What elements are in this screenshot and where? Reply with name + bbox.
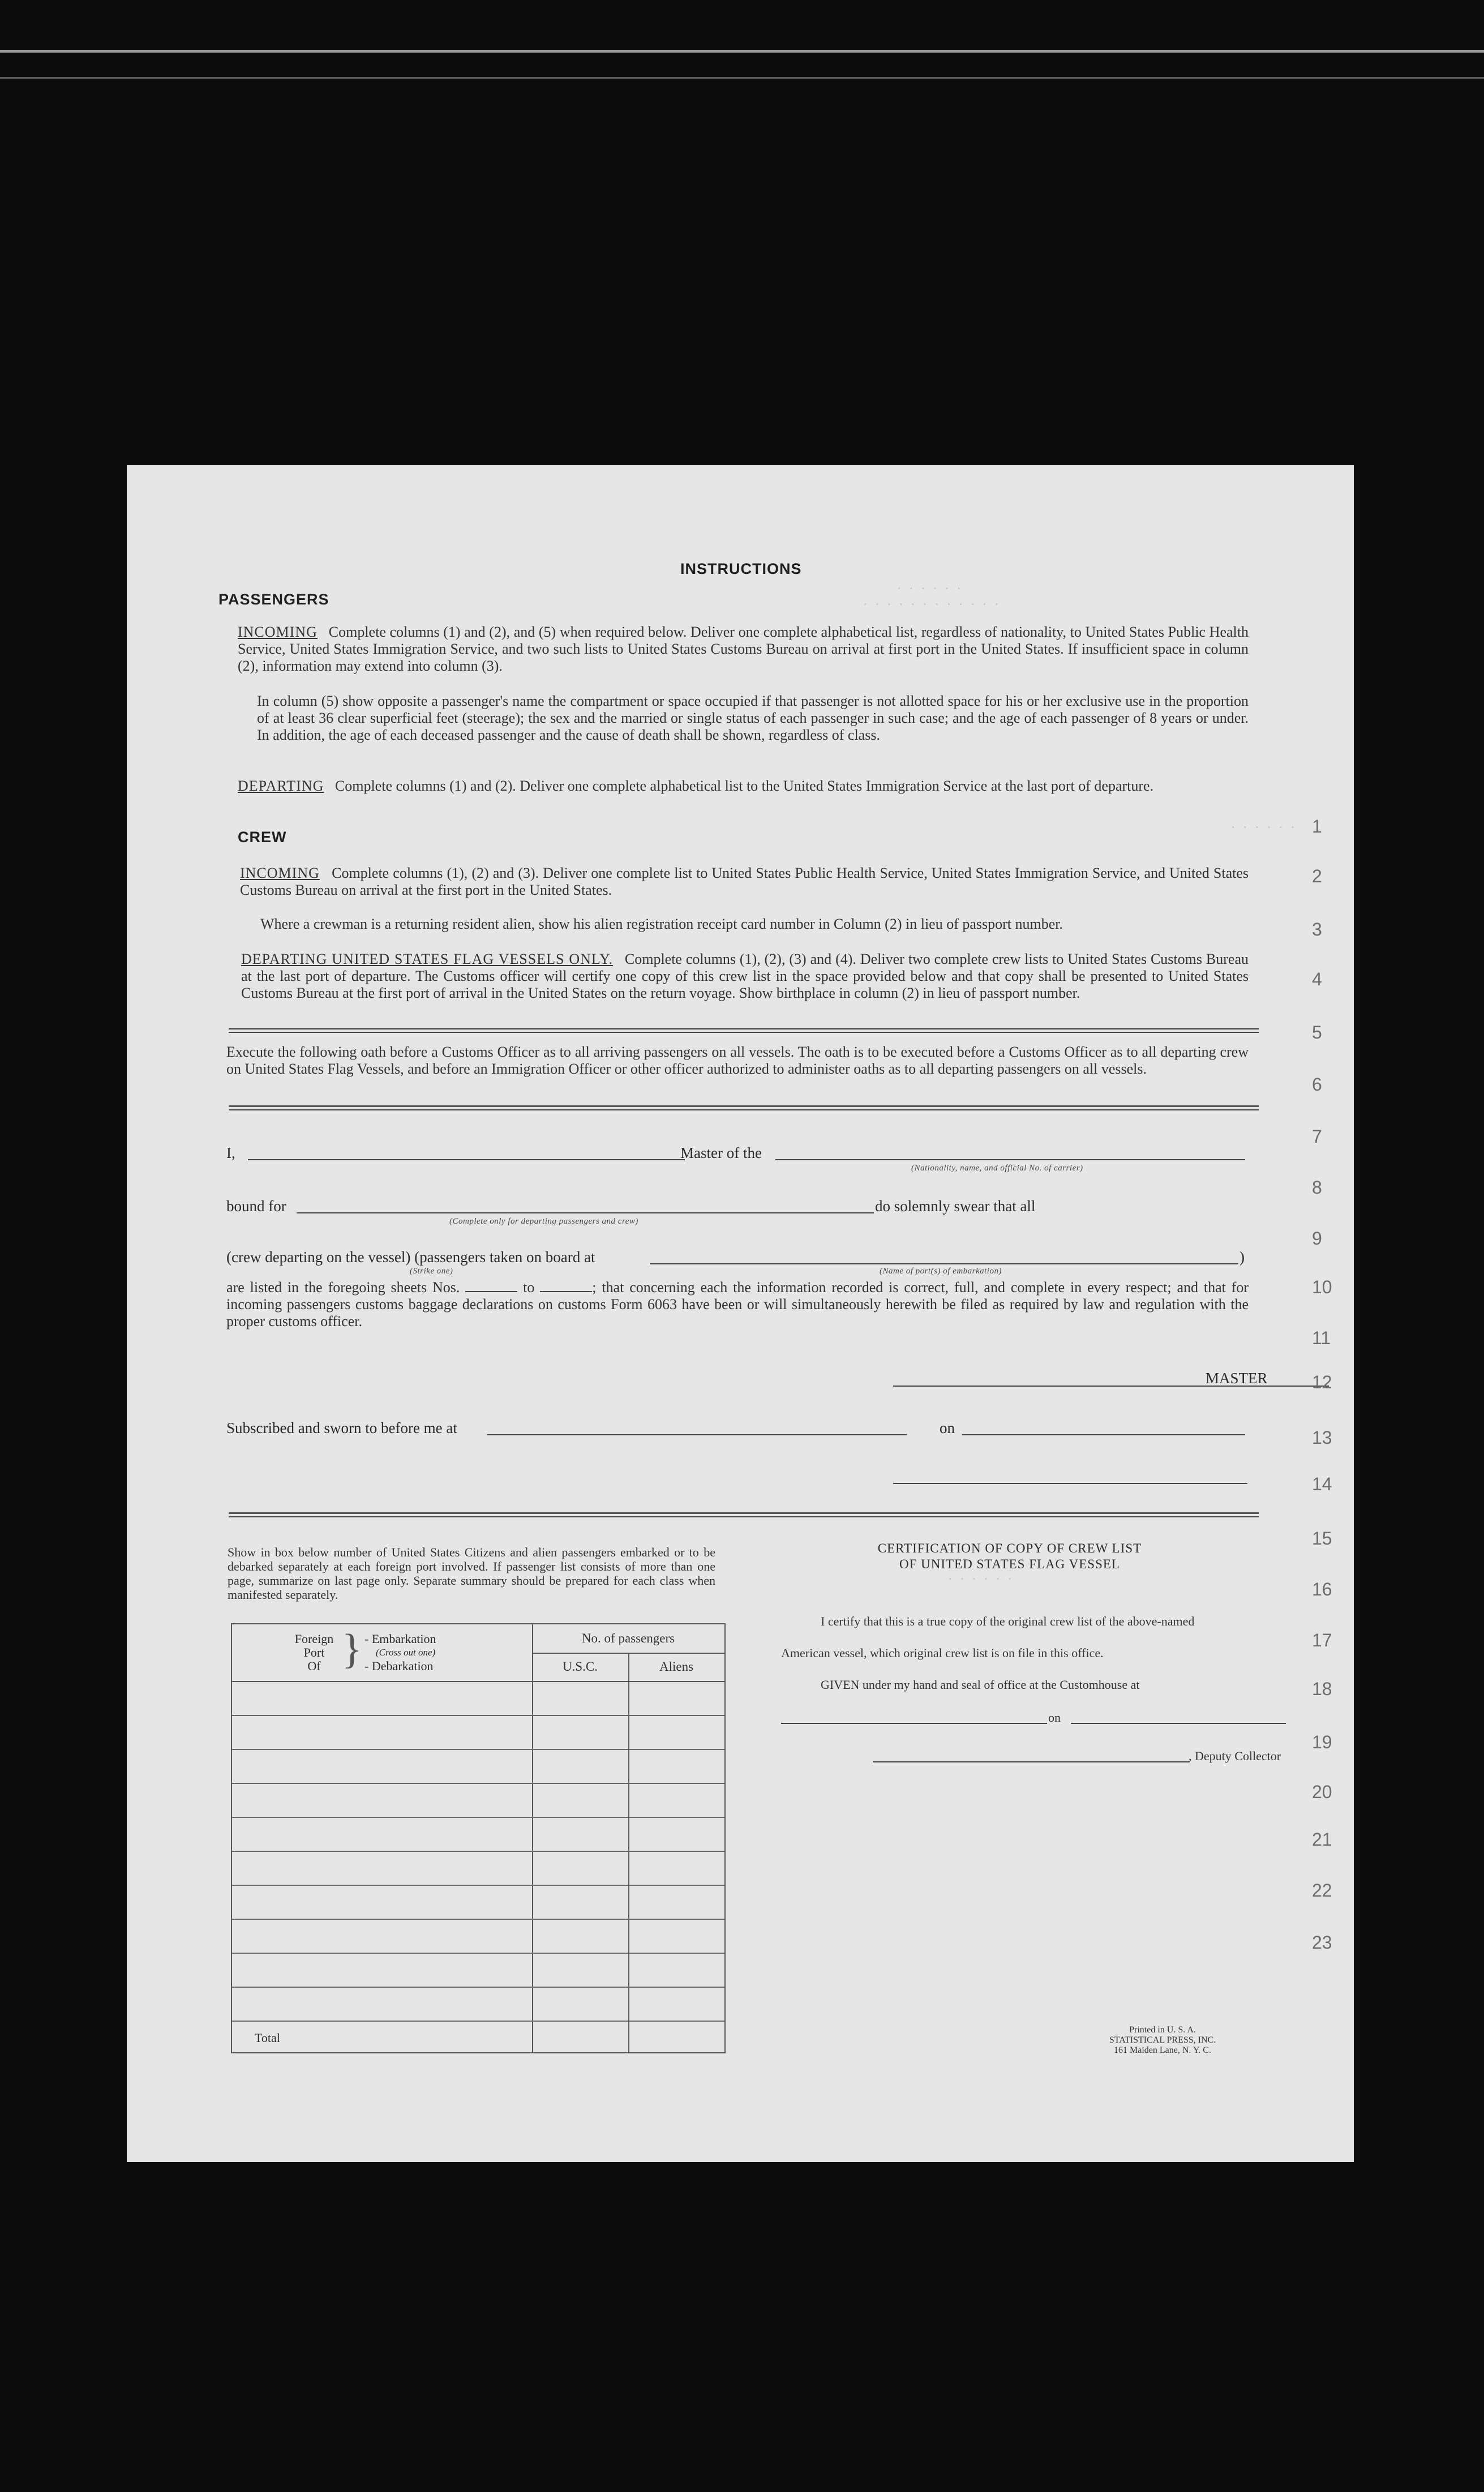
embarkation-ports-field[interactable]	[650, 1263, 1238, 1264]
margin-number: 20	[1312, 1782, 1332, 1802]
incoming-label: INCOMING	[238, 624, 318, 640]
strike-caption: (Strike one)	[410, 1267, 453, 1276]
bound-for-label: bound for	[226, 1198, 286, 1215]
margin-number: 22	[1312, 1880, 1332, 1901]
crew-departing-label: DEPARTING UNITED STATES FLAG VESSELS ONLY.	[241, 951, 614, 967]
printer-imprint: Printed in U. S. A. STATISTICAL PRESS, INC. 161 Maiden Lane, N. Y. C.	[1109, 2025, 1216, 2055]
margin-number: 5	[1312, 1022, 1322, 1043]
sheet-from-field[interactable]	[465, 1281, 517, 1292]
sworn-date-field[interactable]	[962, 1434, 1245, 1435]
summary-instructions: Show in box below number of United States Citizens and alien passengers embarked or to be debarked separately at each foreign port involved. If passenger list consists of more than one page, summarize on last page only. Separate summary should be prepared for each class when manifested separately.	[228, 1545, 715, 1602]
oath-execute-paragraph: Execute the following oath before a Customs Officer as to all arriving passengers on all vessels. The oath is to be executed before a Customs Officer as to all departing crew on United States Flag Vessels, and before an Immigration Officer or other officer authorized to administer oaths as to all departing passengers on all vessels.	[226, 1044, 1249, 1077]
complete-caption: (Complete only for departing passengers and crew)	[449, 1217, 638, 1226]
scan-artifact-line	[0, 50, 1484, 53]
listed-text-2: ; that concerning each the information recorded is correct, full, and complete in every respect; and that for incoming passengers customs baggage declarations on customs Form 6063 have been or will simultaneously herewith be filed as required by law and regulation with the proper customs officer.	[226, 1279, 1249, 1329]
margin-number: 16	[1312, 1579, 1332, 1599]
to-label: to	[523, 1279, 535, 1296]
margin-number: 23	[1312, 1932, 1332, 1953]
divider	[229, 1109, 1259, 1110]
scan-artifact-line	[0, 77, 1484, 79]
crew-incoming-paragraph	[240, 865, 1249, 899]
margin-number: 17	[1312, 1630, 1332, 1650]
embarkation-label: - Embarkation	[364, 1632, 436, 1646]
instructions-title: INSTRUCTIONS	[680, 560, 802, 577]
margin-number: 1	[1312, 816, 1322, 837]
table-row[interactable]	[232, 1953, 724, 1954]
passengers-heading: PASSENGERS	[218, 591, 329, 608]
sheet-to-field[interactable]	[540, 1281, 592, 1292]
ports-caption: (Name of port(s) of embarkation)	[880, 1267, 1002, 1276]
divider	[229, 1105, 1259, 1107]
brace-icon: }	[342, 1626, 362, 1672]
margin-number: 18	[1312, 1679, 1332, 1699]
margin-number: 2	[1312, 866, 1322, 886]
deputy-collector-signature-field[interactable]	[873, 1761, 1190, 1762]
crew-departing-label-line: (crew departing on the vessel) (passengers taken on board at	[226, 1249, 595, 1266]
margin-number: 10	[1312, 1277, 1332, 1297]
departing-text: Complete columns (1) and (2). Deliver one complete alphabetical list to the United States Immigration Service at the last port of departure.	[334, 778, 1154, 794]
divider	[229, 1028, 1259, 1030]
table-row[interactable]	[232, 1817, 724, 1818]
subscribed-label: Subscribed and sworn to before me at	[226, 1419, 457, 1436]
divider	[229, 1516, 1259, 1517]
departing-label: DEPARTING	[238, 778, 324, 794]
margin-number: 3	[1312, 919, 1322, 940]
table-row[interactable]	[232, 1783, 724, 1784]
certify-text: I certify that this is a true copy of the original crew list of the above-named	[821, 1614, 1195, 1628]
subscribed-on-label: on	[940, 1419, 955, 1436]
carrier-field[interactable]	[775, 1159, 1245, 1160]
i-label: I,	[226, 1144, 235, 1161]
document-page: · · · · · · · · · · · · · · · · · · · · · · · · · · · · · · INSTRUCTIONS PASSENGERS INCOMING Complete columns (1) and (2), and (5) when required below. Deliver one complete alphabetical list, regardless of nationality, to United States Public Health Service, United States Immigration Service, and two such lists to United States Customs Bureau on arrival at first port in the United States. If insufficient space in column (2), information may extend into column (3). In column (5) show opposite a passenger's name the compartment or space occupied if that passenger is not allotted space for his or her exclusive use in the proportion of at least 36 clear superficial feet (steerage); the sex and the married or single status of each passenger in such case; and the age of each passenger of 8 years or under. In addition, the age of each deceased passenger and the cause of death shall be shown, regardless of class. DEPARTING Complete columns (1) and (2). Deliver one complete alphabetical list to the United States Immigration Service at the last port of departure. CREW INCOMING Complete columns (1), (2) and (3). Deliver one complete list to United States Public Health Service, United States Immigration Service, and United States Customs Bureau on arrival at the first port in the United States. Where a crewman is a returning resident alien, show his alien registration receipt card number in Column (2) in lieu of passport number. DEPARTING UNITED STATES FLAG VESSELS ONLY. Complete columns (1), (2), (3) and (4). Deliver two complete crew lists to United States Customs Bureau at the last port of departure. The Customs officer will certify one copy of this crew list in the space provided below and that copy shall be presented to United States Customs Bureau at the first port of arrival in the United States on the return voyage. Show birthplace in column (2) in lieu of passport number. Execute the following oath before a Customs Officer as to all arriving passengers on all vessels. The oath is to be executed before a Customs Officer as to all departing crew on United States Flag Vessels, and before an Immigration Officer or other officer authorized to administer oaths as to all departing passengers on all vessels. I, Master of the (Nationality, name, and official No. of carrier) bound for (Complete only for departing passengers and crew) do solemnly swear that all (crew departing on the vessel) (passengers taken on board at (Strike one) ) (Name of port(s) of embarkation) are listed in the foregoing sheets Nos. to ; that concerning each the information recorded is correct, full, and complete in every respect; and that for incoming passengers customs baggage declarations on customs Form 6063 have been or will simultaneously herewith be filed as required by law and regulation with the proper customs officer. MASTER Subscribed and sworn to before me at on Show in box below number of United States Citizens and alien passengers embarked or to be debarked separately at each foreign port involved. If passenger list consists of more than one page, summarize on last page only. Separate summary should be prepared for each class when manifested separately. Foreign Port Of } - Embarkation (Cross out one) - Debarkation No. of passengers U.S.C. Aliens Total CERTIFICATION OF COPY OF CREW LIST OF UNITED STATES FLAG VESSEL I certify that this is a true copy of the original crew list of the above-named American vessel, which original crew list is on file in this office. GIVEN under my hand and seal of office at the Customhouse at on , Deputy Collector Printed in U. S. A. STATISTICAL PRESS, INC. 161 Maiden Lane, N. Y. C.	[127, 465, 1354, 2162]
incoming-text: Complete columns (1) and (2), and (5) when required below. Deliver one complete alphabetical list, regardless of nationality, to United States Public Health Service, United States Immigration Service, and two such lists to United States Customs Bureau on arrival at first port in the United States. If insufficient space in column (2), information may extend into column (3).	[238, 624, 1249, 674]
crew-heading: CREW	[238, 829, 287, 846]
margin-number: 4	[1312, 969, 1322, 989]
master-name-field[interactable]	[248, 1159, 685, 1160]
certification-on-label: on	[1048, 1710, 1061, 1725]
table-row[interactable]	[232, 1919, 724, 1920]
table-row[interactable]	[232, 2021, 724, 2022]
cross-out-caption: (Cross out one)	[376, 1647, 436, 1658]
table-row[interactable]	[232, 1715, 724, 1716]
margin-number: 8	[1312, 1177, 1322, 1198]
crew-resident-paragraph: Where a crewman is a returning resident alien, show his alien registration receipt card number in Column (2) in lieu of passport number.	[260, 916, 1063, 932]
master-label: MASTER	[1206, 1370, 1268, 1387]
master-of-the-label: Master of the	[680, 1144, 762, 1161]
table-row[interactable]	[232, 1987, 724, 1988]
crew-departing-text: Complete columns (1), (2), (3) and (4). Deliver two complete crew lists to United States Customs Bureau at the last port of departure. The Customs officer will certify one copy of this crew list in the space provided below and that copy shall be presented to United States Customs Bureau at the first port of arrival in the United States on the return voyage. Show birthplace in column (2) in lieu of passport number.	[241, 951, 1249, 1001]
crew-incoming-label: INCOMING	[240, 865, 320, 881]
listed-paragraph	[226, 1279, 1249, 1330]
debarkation-label: - Debarkation	[364, 1659, 434, 1673]
nationality-caption: (Nationality, name, and official No. of carrier)	[911, 1164, 1083, 1173]
margin-number: 12	[1312, 1372, 1332, 1392]
certification-title: CERTIFICATION OF COPY OF CREW LIST OF UNITED STATES FLAG VESSEL	[877, 1541, 1142, 1571]
sworn-place-field[interactable]	[487, 1434, 907, 1435]
margin-number: 19	[1312, 1732, 1332, 1752]
margin-number: 15	[1312, 1528, 1332, 1549]
table-row[interactable]	[232, 1885, 724, 1886]
table-row[interactable]	[232, 1851, 724, 1852]
certification-date-field[interactable]	[1071, 1723, 1286, 1724]
swear-label: do solemnly swear that all	[875, 1198, 1036, 1215]
usc-header: U.S.C.	[563, 1659, 598, 1674]
passenger-summary-table	[231, 1623, 726, 2053]
foreign-port-header: Foreign Port Of	[294, 1632, 334, 1673]
crew-departing-paragraph	[241, 951, 1249, 1002]
given-text: GIVEN under my hand and seal of office at the Customhouse at	[821, 1678, 1140, 1692]
table-row[interactable]	[232, 1749, 724, 1750]
divider	[229, 1512, 1259, 1514]
passengers-incoming-paragraph	[238, 624, 1249, 675]
aliens-header: Aliens	[659, 1659, 694, 1674]
margin-number: 21	[1312, 1829, 1332, 1850]
customhouse-field[interactable]	[781, 1723, 1047, 1724]
listed-text: are listed in the foregoing sheets Nos.	[226, 1279, 460, 1296]
no-of-passengers-header: No. of passengers	[581, 1631, 675, 1645]
margin-number: 11	[1312, 1328, 1331, 1348]
passengers-departing-paragraph	[238, 778, 1249, 795]
margin-number: 13	[1312, 1427, 1332, 1448]
margin-number: 6	[1312, 1074, 1322, 1095]
officer-signature-field[interactable]	[893, 1483, 1247, 1484]
margin-number: 7	[1312, 1126, 1322, 1147]
american-text: American vessel, which original crew list is on file in this office.	[781, 1646, 1104, 1660]
close-paren: )	[1239, 1249, 1245, 1266]
column5-paragraph: In column (5) show opposite a passenger's name the compartment or space occupied if that passenger is not allotted space for his or her exclusive use in the proportion of at least 36 clear superficial feet (steerage); the sex and the married or single status of each passenger in such case; and the age of each passenger of 8 years or under. In addition, the age of each deceased passenger and the cause of death shall be shown, regardless of class.	[257, 693, 1249, 743]
total-label: Total	[255, 2031, 280, 2045]
margin-number: 14	[1312, 1474, 1332, 1494]
crew-incoming-text: Complete columns (1), (2) and (3). Deliver one complete list to United States Public Health Service, United States Immigration Service, and United States Customs Bureau on arrival at the first port in the United States.	[240, 865, 1249, 898]
margin-number: 9	[1312, 1228, 1322, 1249]
bound-for-field[interactable]	[297, 1212, 874, 1213]
deputy-collector-label: , Deputy Collector	[1189, 1749, 1281, 1763]
divider	[229, 1032, 1259, 1033]
